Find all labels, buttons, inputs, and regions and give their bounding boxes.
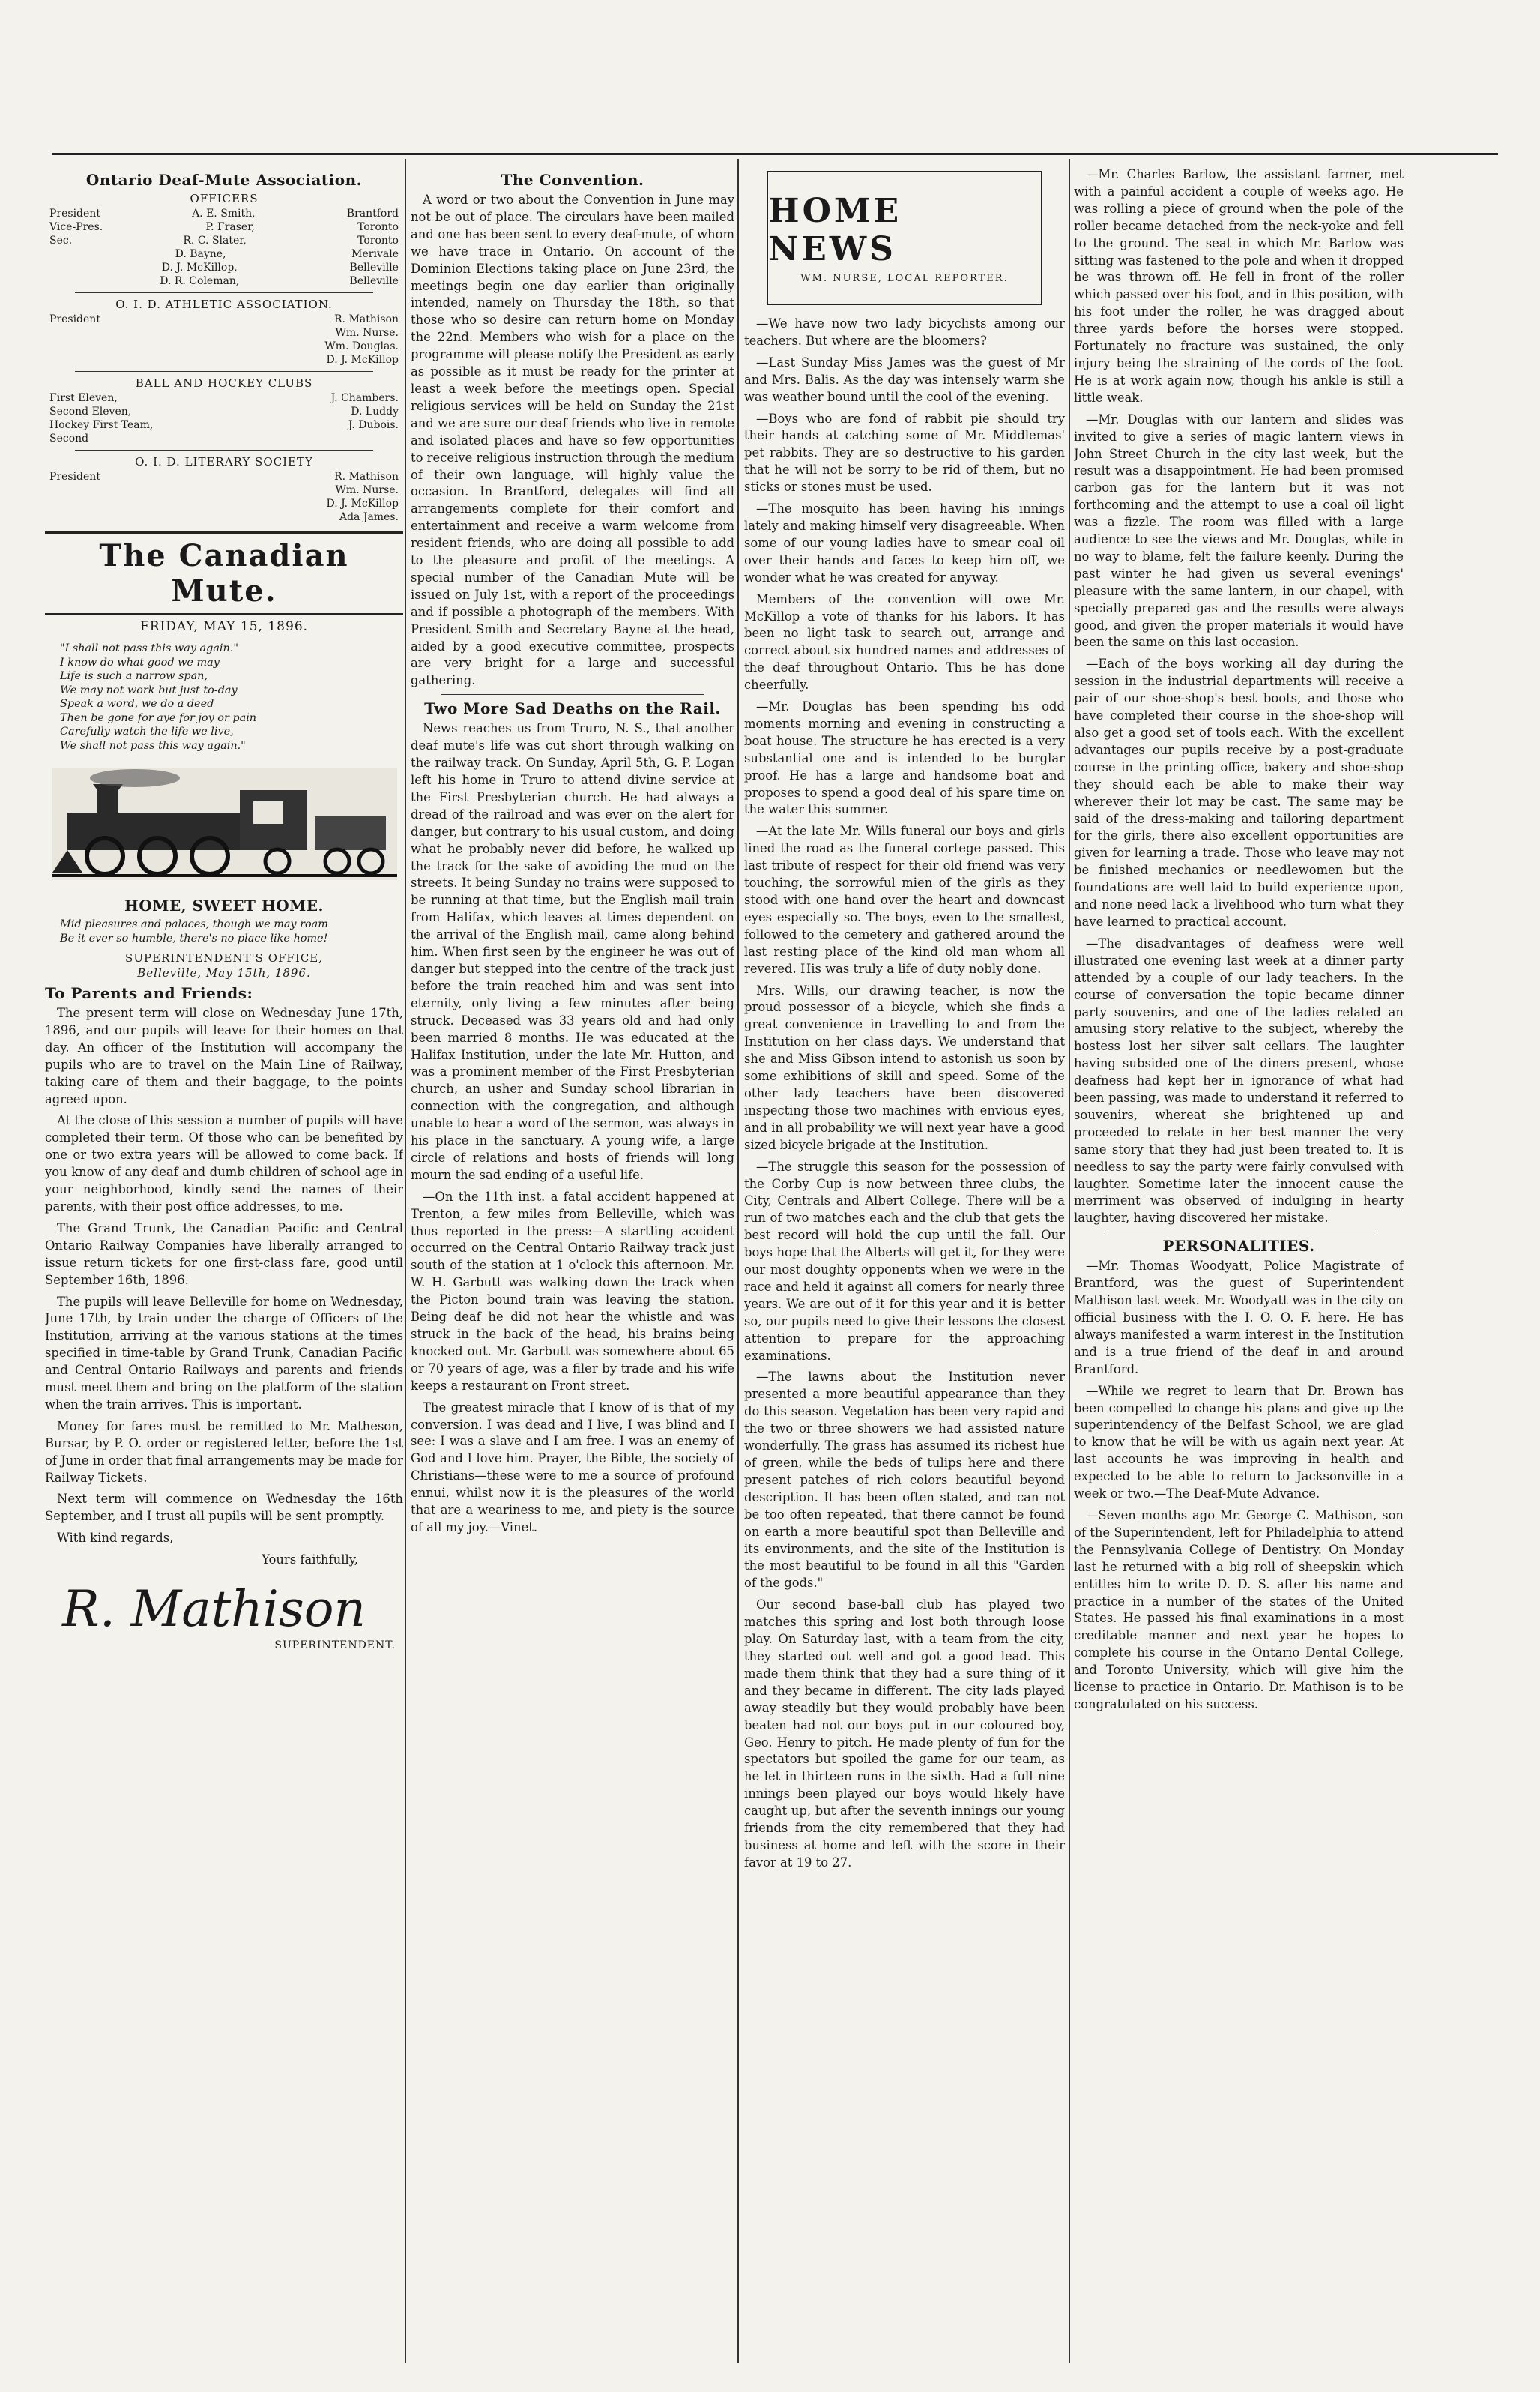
roster-city: Belleville: [349, 275, 399, 287]
roster-role: Second Eleven,: [49, 406, 132, 418]
paragraph: The present term will close on Wednesday June 17th, 1896, and our pupils will leave for their homes on that day. An officer of the Institution will accompany the pupils who are to travel on the Main Line of Railway, taking care of them and their baggage, to the points agreed upon.: [45, 1006, 403, 1106]
roster-role: Sec.: [49, 235, 73, 247]
closing: Yours faithfully,: [262, 1552, 358, 1567]
roster-name: P. Fraser,: [205, 221, 255, 233]
roster-city: Merivale: [351, 248, 399, 260]
paragraph: A word or two about the Convention in June may not be out of place. The circulars have been mailed and one has been sent to every deaf-mute, of whom we have trace in Ontario. On account of the Dominion Elections taking place on June 23rd, the meetings begin one day earlier than originally intended, namely on Thursday the 18th, so that those who so desire can return home on Monday the 22nd. Members who wish for a place on the programme will please notify the President as early as possible as it must be ready for the printer at least a week before the meetings open. Special religious services will be held on Sunday the 21st and we are sure our deaf friends who live in remote and isolated places and have so few opportunities to receive religious instruction through the medium of their own language, will highly value the occasion. In Brantford, delegates will find all arrangements complete for their comfort and entertainment and receive a warm welcome from resident friends, who are doing all possible to add to the pleasure and profit of the meetings. A special number of the Canadian Mute will be issued on July 1st, with a report of the proceedings and if possible a photograph of the members. With President Smith and Secretary Bayne at the head, aided by a good executive committee, prospects are very bright for a large and successful gathering.: [411, 193, 734, 688]
roster-name: D. J. McKillop: [326, 354, 399, 366]
issue-date: FRIDAY, MAY 15, 1896.: [139, 619, 309, 634]
signature: R. Mathison: [62, 1580, 366, 1639]
roster-role: First Eleven,: [49, 392, 118, 404]
paragraph: —While we regret to learn that Dr. Brown has been compelled to change his plans and give up the superintendency of the Belfast School, we are glad to know that he will be with us again next year. At last accounts he was improving in health and expected to be able to return to Jacksonville in a week or two.—The Deaf-Mute Advance.: [1074, 1383, 1404, 1501]
roster-role: Hockey First Team,: [49, 419, 154, 431]
masthead: The Canadian Mute.: [45, 531, 403, 615]
office-line: SUPERINTENDENT'S OFFICE,: [125, 951, 323, 965]
officers-heading: OFFICERS: [190, 192, 259, 205]
convention-body: [411, 192, 734, 690]
poem-line: Life is such a narrow span,: [60, 670, 208, 682]
athletic-list: [45, 313, 403, 367]
roster-row: [45, 470, 403, 483]
column-divider: [737, 159, 739, 2363]
roster-row: [45, 510, 403, 524]
roster-name: D. R. Coleman,: [160, 275, 240, 287]
hockey-list: [45, 391, 403, 445]
paragraph: —On the 11th inst. a fatal accident happened at Trenton, a few miles from Belleville, which was thus reported in the press:—A startling accident occurred on the Central Ontario Railway track just south of the station at 1 o'clock this afternoon. Mr. W. H. Garbutt was walking down the track when the Picton bound train was leaving the station. Being deaf he did not hear the whistle and was struck in the back of the head, his brains being knocked out. Mr. Garbutt was somewhere about 65 or 70 years of age, was a filer by trade and his wife keeps a restaurant on Front street.: [411, 1189, 734, 1393]
association-title: Ontario Deaf-Mute Association.: [85, 171, 363, 189]
roster-row: [45, 261, 403, 274]
parents-heading: To Parents and Friends:: [45, 984, 253, 1002]
top-rule: [52, 153, 1498, 155]
sad-deaths-heading: Two More Sad Deaths on the Rail.: [424, 699, 721, 718]
poem-line: I know do what good we may: [60, 656, 220, 669]
roster-role: President: [49, 471, 100, 483]
divider: [75, 371, 373, 372]
poem-line: Speak a word, we do a deed: [60, 698, 214, 710]
paragraph: With kind regards,: [57, 1531, 174, 1546]
roster-name: D. Luddy: [351, 406, 399, 418]
train-illustration: [52, 768, 397, 880]
home-news-banner: [767, 171, 1042, 305]
home-news-body: [744, 316, 1065, 1872]
roster-row: [45, 234, 403, 247]
local-reporter: WM. NURSE, LOCAL REPORTER.: [800, 273, 1009, 284]
roster-row: [45, 418, 403, 432]
paragraph: —At the late Mr. Wills funeral our boys and girls lined the road as the funeral cortege passed. This last tribute of respect for their old friend was very touching, the sorrowful mien of the girls as they stood with one hand over the heart and downcast eyes especially so. The boys, even to the smallest, followed to the cemetery and gathered around the last resting place of the kind old man whom all revered. His was truly a life of duty nobly done.: [744, 824, 1065, 976]
roster-row: [45, 207, 403, 220]
convention-heading: The Convention.: [501, 171, 644, 189]
roster-city: Toronto: [357, 235, 399, 247]
column-divider: [405, 159, 406, 2363]
paragraph: Next term will commence on Wednesday the 16th September, and I trust all pupils will be sent promptly.: [45, 1492, 403, 1524]
paragraph: —Mr. Douglas has been spending his odd moments morning and evening in constructing a boat house. The structure he has erected is a very substantial one and is intended to be burglar proof. He has a large and handsome boat and proposes to spend a good deal of his spare time on the water this summer.: [744, 699, 1065, 817]
roster-name: R. Mathison: [334, 471, 399, 483]
roster-role: President: [49, 208, 100, 220]
superintendent-title: SUPERINTENDENT.: [274, 1639, 396, 1652]
notice-body: [45, 1005, 403, 1547]
roster-row: [45, 313, 403, 326]
roster-city: Belleville: [349, 262, 399, 274]
paragraph: The pupils will leave Belleville for home on Wednesday, June 17th, by train under the charge of Officers of the Institution, arriving at the various stations at the times specified in time-table by Grand Trunk, Canadian Pacific and Central Ontario Railways and parents and friends must meet them and bring on the platform of the station when the train arrives. This is important.: [45, 1294, 403, 1412]
roster-name: J. Chambers.: [330, 392, 399, 404]
roster-row: [45, 247, 403, 261]
roster-row: [45, 432, 403, 445]
divider: [441, 694, 704, 695]
paragraph: —Seven months ago Mr. George C. Mathison, son of the Superintendent, left for Philadelphia to attend the Pennsylvania College of Dentistry. On Monday last he returned with a big roll of sheepskin which entitles him to write D. D. S. after his name and practice in a number of the states of the United States. He passed his final examinations in a most creditable manner and next year he hopes to complete his course in the Ontario Dental College, and Toronto University, which will give him the license to practice in Ontario. Dr. Mathison is to be congratulated on his success.: [1074, 1507, 1404, 1711]
roster-row: [45, 391, 403, 405]
poem-line: We may not work but just to-day: [60, 684, 238, 696]
officers-list: [45, 207, 403, 288]
personalities-heading: PERSONALITIES.: [1162, 1237, 1315, 1256]
paragraph: —The mosquito has been having his innings lately and making himself very disagreeable. When some of our young ladies have to smear coal oil over their hands and faces to keep him off, we wonder what he was created for anyway.: [744, 501, 1065, 585]
roster-row: [45, 405, 403, 418]
poem-line: "I shall not pass this way again.": [60, 642, 238, 654]
sad-deaths-body: [411, 720, 734, 1537]
paragraph: News reaches us from Truro, N. S., that another deaf mute's life was cut short through walking on the railway track. On Sunday, April 5th, G. P. Logan left his home in Truro to attend divine service at the First Presbyterian church. He had always a dread of the railroad and was ever on the alert for danger, but contrary to his usual custom, and doing what he probably never did before, he walked up the track for the sake of avoiding the mud on the streets. It being Sunday no trains were supposed to be running at that time, but the English mail train from Halifax, which leaves at times dependent on the arrival of the English mail, came along behind him. When first seen by the engineer he was out of danger but stepped into the centre of the track just before the train reached him and was sent into eternity, only living a few minutes after being struck. Deceased was 33 years old and had only been married 8 months. He was educated at the Halifax Institution, under the late Mr. Hutton, and was a prominent member of the First Presbyterian church, an usher and Sunday school librarian in connection with the congregation, and although unable to hear a word of the sermon, was always in his place in the sanctuary. A young wife, a large circle of relations and hosts of friends will long mourn the sad ending of a useful life.: [411, 721, 734, 1182]
roster-city: Brantford: [346, 208, 399, 220]
roster-name: R. Mathison: [334, 313, 399, 325]
paragraph: —We have now two lady bicyclists among our teachers. But where are the bloomers?: [744, 316, 1065, 348]
roster-name: Wm. Nurse.: [335, 327, 399, 339]
roster-name: J. Dubois.: [348, 419, 399, 431]
poem-line: Be it ever so humble, there's no place like home!: [60, 932, 328, 945]
roster-row: [45, 274, 403, 288]
paragraph: The Grand Trunk, the Canadian Pacific and Central Ontario Railway Companies have liberally arranged to issue return tickets for one first-class fare, good until September 16th, 1896.: [45, 1220, 403, 1287]
personalities-body: [1074, 1258, 1404, 1714]
paragraph: At the close of this session a number of pupils will have completed their term. Of those who can be benefited by one or two extra years will be allowed to come back. If you know of any deaf and dumb children of school age in your neighborhood, kindly send the names of their parents, with their post office addresses, to me.: [45, 1113, 403, 1214]
roster-city: Toronto: [357, 221, 399, 233]
column-4: [1074, 166, 1404, 2363]
paragraph: —Last Sunday Miss James was the guest of Mr and Mrs. Balis. As the day was intensely warm she was weather bound until the cool of the evening.: [744, 355, 1065, 404]
hockey-heading: BALL AND HOCKEY CLUBS: [135, 376, 313, 390]
roster-name: A. E. Smith,: [192, 208, 256, 220]
roster-row: [45, 220, 403, 234]
paragraph: —Each of the boys working all day during the session in the industrial departments will receive a pair of our shoe-shop's best boots, and those who have completed their course in the shoe-shop will also get a good set of tools each. With the excellent advantages our pupils receive by a post-graduate course in the printing office, bakery and shoe-shop they should each be able to make their way wherever their lot may be cast. The same may be said of the dress-making and tailoring department for the girls, there also excellent opportunities are given for learning a trade. Those who leave may not be finished mechanics or needlewomen but the foundations are well laid to build experience upon, and none need lack a livelihood who turn what they have learned to practical account.: [1074, 657, 1404, 929]
roster-row: [45, 483, 403, 497]
home-poem: [45, 918, 403, 945]
roster-role: President: [49, 313, 100, 325]
roster-name: Ada James.: [339, 511, 399, 523]
divider: [75, 450, 373, 451]
paragraph: Money for fares must be remitted to Mr. Matheson, Bursar, by P. O. order or registered letter, before the 1st of June in order that final arrangements may be made for Railway Tickets.: [45, 1418, 403, 1485]
column-divider: [1069, 159, 1070, 2363]
paragraph: —Mr. Douglas with our lantern and slides was invited to give a series of magic lantern views in John Street Church in the city last week, but the result was a disappointment. He had been promised carbon gas for the lantern but it was not forthcoming and the attempt to use a coal oil light was a fizzle. The room was filled with a large audience to see the views and Mr. Douglas, while in no way to blame, felt the failure keenly. During the past winter he had given us several evenings' pleasure with the same lantern, in our chapel, with specially prepared gas and the results were always good, and given the proper materials it would have been the same on this last occasion.: [1074, 412, 1404, 650]
poem: [45, 642, 403, 753]
literary-heading: O. I. D. LITERARY SOCIETY: [135, 455, 313, 469]
roster-role: Vice-Pres.: [49, 221, 103, 233]
roster-name: D. J. McKillop: [326, 498, 399, 510]
literary-list: [45, 470, 403, 524]
roster-name: D. J. McKillop,: [161, 262, 238, 274]
paragraph: —Boys who are fond of rabbit pie should try their hands at catching some of Mr. Middlemas' pet rabbits. They are so destructive to his garden that he will not be sorry to be rid of them, but no sticks or stones must be used.: [744, 411, 1065, 495]
roster-name: R. C. Slater,: [183, 235, 247, 247]
poem-line: Mid pleasures and palaces, though we may roam: [60, 918, 328, 930]
column-1: [45, 166, 403, 2363]
column-3: [744, 166, 1065, 2363]
paragraph: Mrs. Wills, our drawing teacher, is now the proud possessor of a bicycle, which she finds a great convenience in travelling to and from the Institution on her class days. We understand that she and Miss Gibson intend to astonish us soon by some exhibitions of skill and speed. Some of the other lady teachers have been discovered inspecting those two machines with envious eyes, and in all probability we will next year have a good sized bicycle brigade at the Institution.: [744, 983, 1065, 1152]
paragraph: Members of the convention will owe Mr. McKillop a vote of thanks for his labors. It has been no light task to search out, arrange and correct about six hundred names and addresses of the deaf throughout Ontario. This he has done cheerfully.: [744, 591, 1065, 693]
roster-row: [45, 353, 403, 367]
paragraph: Our second base-ball club has played two matches this spring and lost both through loose play. On Saturday last, with a team from the city, they started out well and got a good lead. This made them think that they had a sure thing of it and they became in different. The city lads played away steadily but they would probably have been beaten had not our boys put in our coloured boy, Geo. Henry to pitch. He made plenty of fun for the spectators but spoiled the game for our team, as he let in thirteen runs in the sixth. Had a full nine innings been played our boys would likely have caught up, but after the seventh innings our young friends from the city remembered that they had business at home and left with the score in their favor at 19 to 27.: [744, 1597, 1065, 1870]
roster-name: D. Bayne,: [175, 248, 226, 260]
home-sweet-home-heading: HOME, SWEET HOME.: [124, 897, 324, 915]
news-body: [1074, 166, 1404, 1227]
poem-line: We shall not pass this way again.": [60, 739, 246, 752]
poem-line: Then be gone for aye for joy or pain: [60, 711, 257, 724]
roster-name: Wm. Nurse.: [335, 484, 399, 496]
home-news-title: HOME NEWS: [768, 192, 902, 268]
paragraph: —The disadvantages of deafness were well illustrated one evening last week at a dinner party attended by a couple of our lady teachers. In the course of conversation the topic became dinner party souvenirs, and one of the ladies related an amusing story relative to the subject, whereby the hostess lost her silver salt cellars. The laughter having subsided one of the diners present, whose deafness had kept her in ignorance of what had been passing, was made to understand it referred to souvenirs, whereat she brightened up and proceeded to relate in her best manner the very same story that they had just been treated to. It is needless to say the party were fairly convulsed with laughter. Sometime later the innocent cause the merriment was observed of indulging in hearty laughter, having discovered her mistake.: [1074, 936, 1404, 1226]
paragraph: The greatest miracle that I know of is that of my conversion. I was dead and I live, I was blind and I see: I was a slave and I am free. I was an enemy of God and I love him. Prayer, the Bible, the society of Christians—these were to me a source of profound ennui, whilst now it is the pleasures of the world that are a weariness to me, and piety is the source of all my joy.—Vinet.: [411, 1400, 734, 1534]
roster-row: [45, 326, 403, 340]
roster-role: Second: [49, 433, 89, 445]
athletic-heading: O. I. D. ATHLETIC ASSOCIATION.: [115, 298, 333, 311]
divider: [75, 292, 373, 293]
roster-row: [45, 497, 403, 510]
roster-row: [45, 340, 403, 353]
paragraph: —Mr. Charles Barlow, the assistant farmer, met with a painful accident a couple of weeks ago. He was rolling a piece of ground when the pole of the roller became detached from the neck-yoke and fell to the ground. The seat in which Mr. Barlow was sitting was fastened to the pole and when it dropped he was thrown off. He fell in front of the roller which passed over his foot, and in this position, with his foot under the roller, he was dragged about three yards before the horses were stopped. Fortunately no fracture was sustained, the only injury being the straining of the cords of the foot. He is at work again now, though his ankle is still a little weak.: [1074, 167, 1404, 405]
paragraph: —Mr. Thomas Woodyatt, Police Magistrate of Brantford, was the guest of Superintendent Mathison last week. Mr. Woodyatt was in the city on official business with the I. O. O. F. here. He has always manifested a warm interest in the Institution and is a true friend of the deaf in and around Brantford.: [1074, 1259, 1404, 1376]
paragraph: —The lawns about the Institution never presented a more beautiful appearance than they do this season. Vegetation has been very rapid and the two or three showers we had assisted nature wonderfully. The grass has assumed its richest hue of green, while the beds of tulips here and there present patches of rich colors beautiful beyond description. It has been often stated, and can not be too often repeated, that there cannot be found on earth a more beautiful spot than Belleville and its environments, and the site of the Institution is the most beautiful to be found in all this "Garden of the gods.": [744, 1370, 1065, 1591]
office-date: Belleville, May 15th, 1896.: [137, 966, 311, 980]
paragraph: —The struggle this season for the possession of the Corby Cup is now between three clubs, the City, Centrals and Albert College. There will be a run of two matches each and the club that gets the best record will hold the cup until the fall. Our boys hope that the Alberts will get it, for they were our most doughty opponents when we were in the race and held it against all comers for nearly three years. We are out of it for this year and it is better so, our pupils need to give their lessons the closest attention to prepare for the approaching examinations.: [744, 1159, 1065, 1363]
column-2: [411, 166, 734, 2363]
roster-name: Wm. Douglas.: [324, 340, 399, 352]
poem-line: Carefully watch the life we live,: [60, 726, 234, 738]
